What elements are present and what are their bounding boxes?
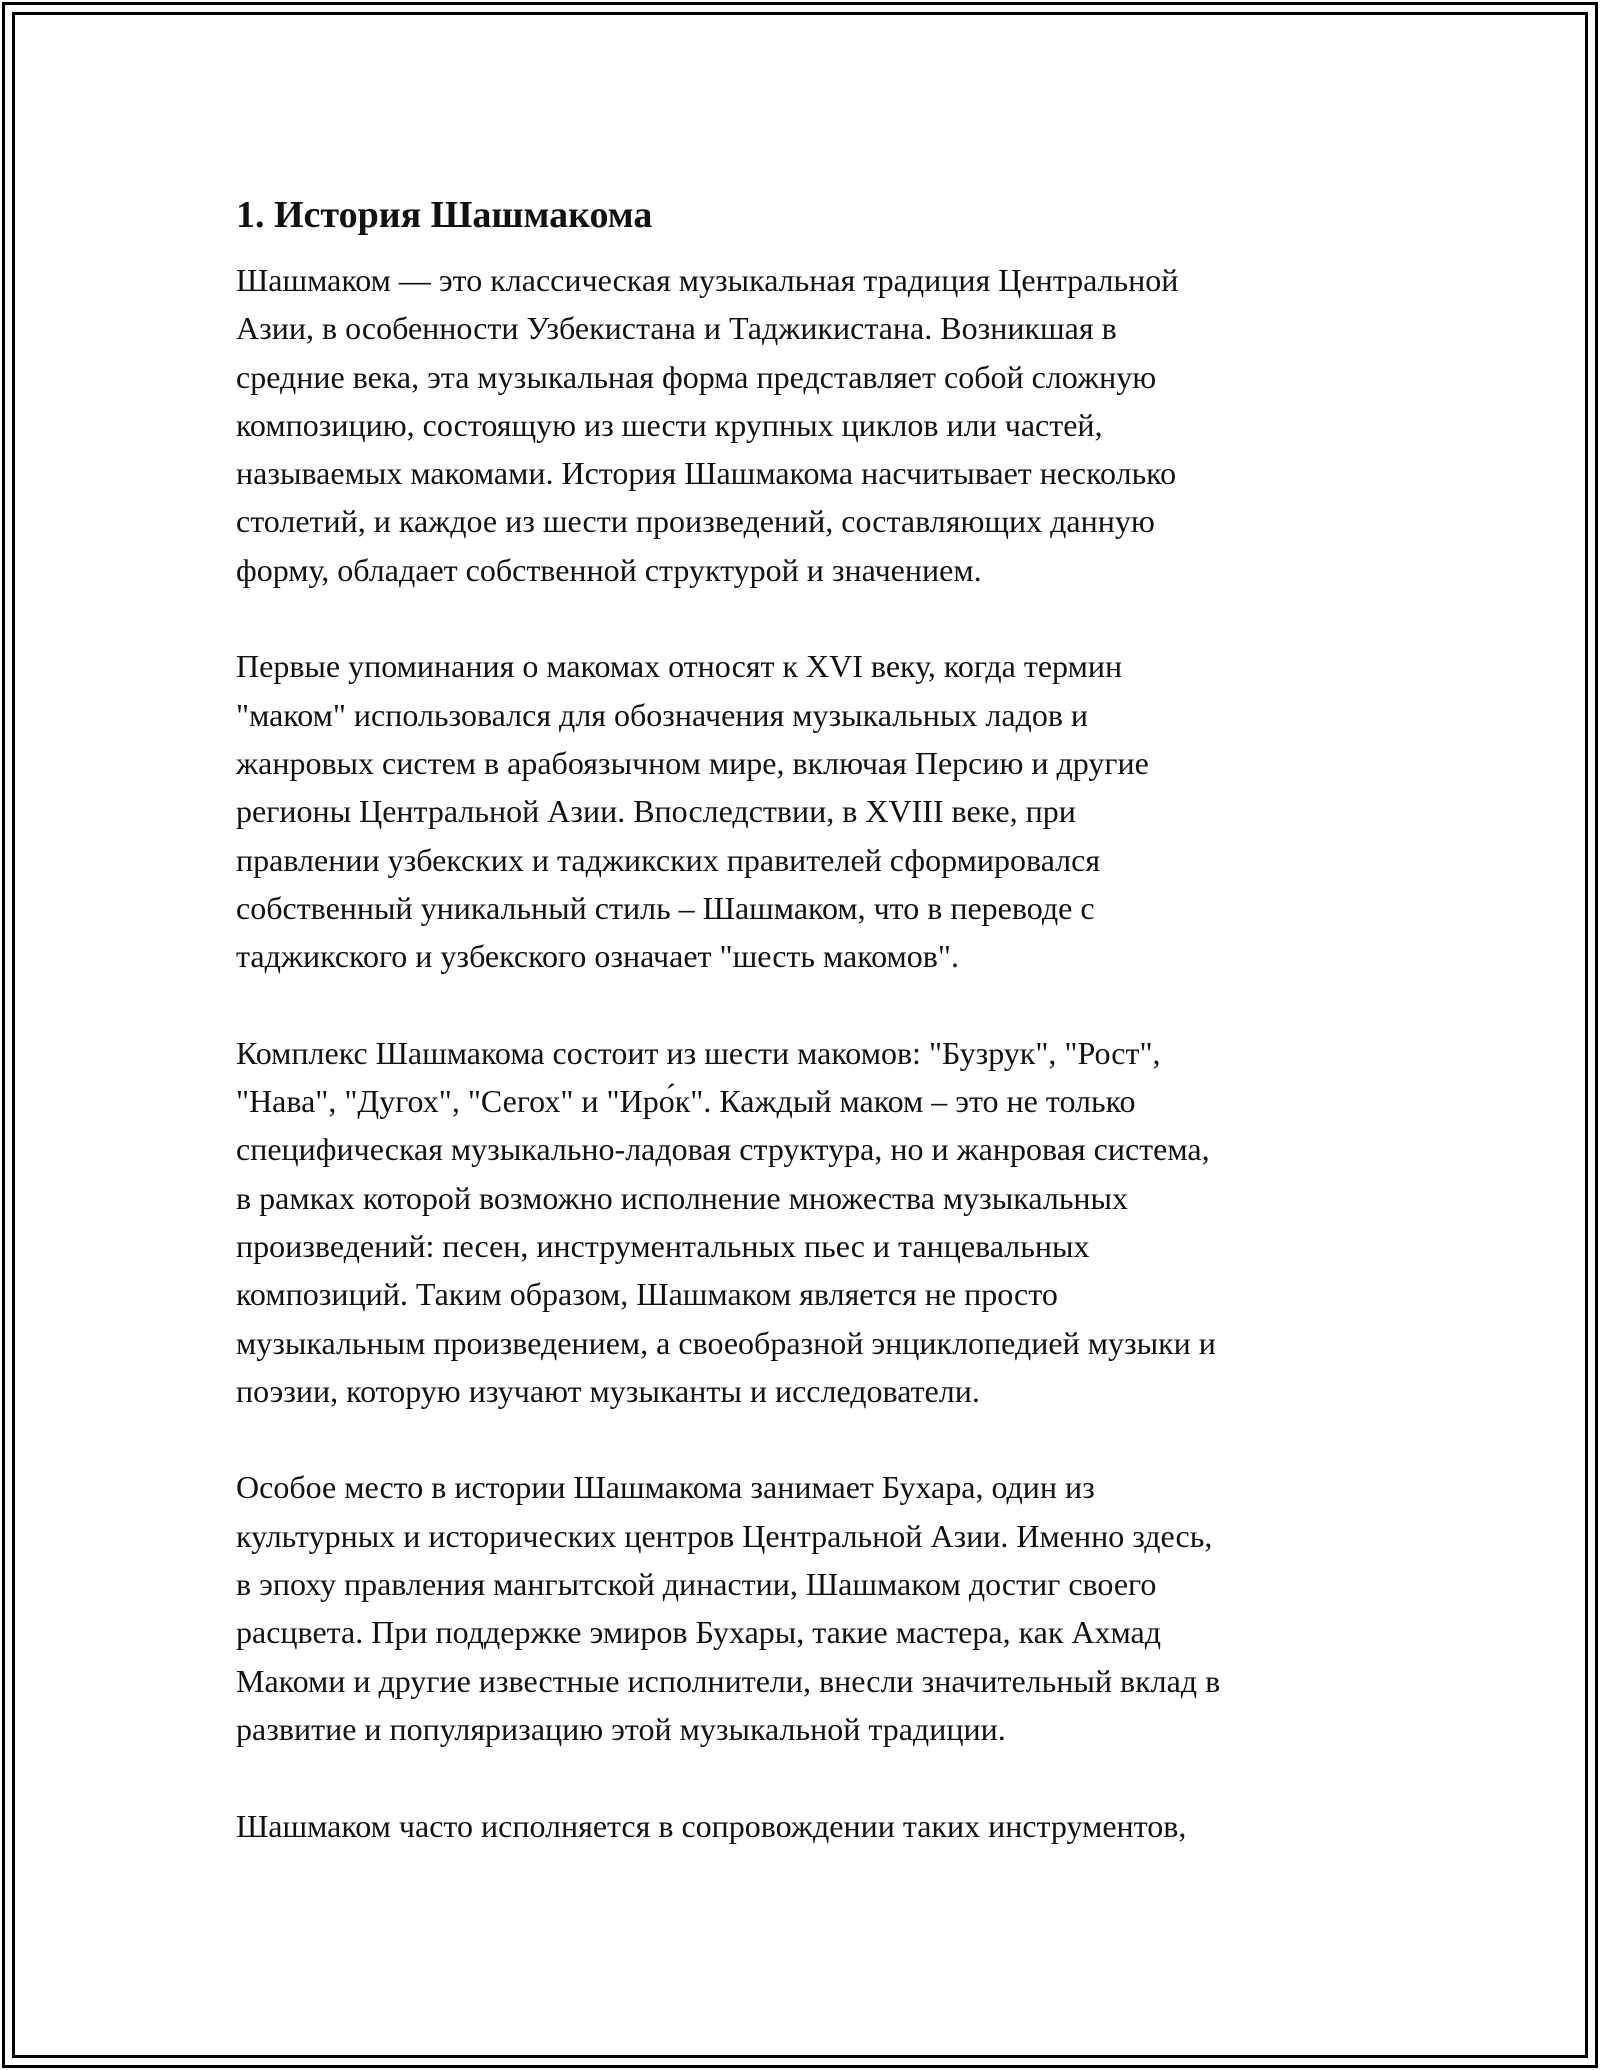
document-body: [236, 180, 1376, 1898]
text-line: "маком" использовался для обозначения музыкальных ладов и: [236, 696, 1089, 733]
text-line: поэзии, которую изучают музыканты и исследователи.: [236, 1372, 980, 1409]
text-line: музыкальным произведением, а своеобразной энциклопедией музыки и: [236, 1324, 1216, 1361]
text-line: специфическая музыкально-ладовая структура, но и жанровая система,: [236, 1131, 1210, 1168]
text-line: Первые упоминания о макомах относят к XVI веку, когда термин: [236, 648, 1123, 685]
paragraph-3: [236, 1029, 1376, 1415]
text-line: регионы Центральной Азии. Впоследствии, в XVIII веке, при: [236, 793, 1076, 830]
text-line: композиций. Таким образом, Шашмаком является не просто: [236, 1276, 1058, 1313]
paragraph-4: [236, 1463, 1376, 1753]
text-line: правлении узбекских и таджикских правителей сформировался: [236, 841, 1101, 878]
text-line: произведений: песен, инструментальных пьес и танцевальных: [236, 1227, 1090, 1264]
text-line: Комплекс Шашмакома состоит из шести макомов: "Бузрук", "Рост",: [236, 1034, 1161, 1071]
text-line: "Нава", "Дугох", "Сегох" и "Иро́к". Каждый маком – это не только: [236, 1083, 1136, 1120]
text-line: в эпоху правления мангытской династии, Шашмаком достиг своего: [236, 1566, 1157, 1603]
section-heading: 1. История Шашмакома: [236, 194, 653, 236]
text-line: в рамках которой возможно исполнение множества музыкальных: [236, 1179, 1129, 1216]
text-line: композицию, состоящую из шести крупных циклов или частей,: [236, 406, 1103, 443]
text-line: столетий, и каждое из шести произведений, составляющих данную: [236, 503, 1155, 540]
paragraph-1: [236, 256, 1376, 594]
text-line: Особое место в истории Шашмакома занимает Бухара, один из: [236, 1469, 1095, 1506]
text-line: Шашмаком — это классическая музыкальная традиция Центральной: [236, 262, 1179, 298]
text-line: расцвета. При поддержке эмиров Бухары, такие мастера, как Ахмад: [236, 1614, 1162, 1651]
text-line: культурных и исторических центров Центральной Азии. Именно здесь,: [236, 1517, 1213, 1554]
text-line: Макоми и другие известные исполнители, внесли значительный вклад в: [236, 1662, 1221, 1699]
text-line: называемых макомами. История Шашмакома насчитывает несколько: [236, 455, 1177, 492]
text-line: развитие и популяризацию этой музыкальной традиции.: [236, 1710, 1006, 1747]
text-line: Шашмаком часто исполняется в сопровождении таких инструментов,: [236, 1807, 1187, 1844]
text-line: форму, обладает собственной структурой и значением.: [236, 551, 982, 588]
text-line: жанровых систем в арабоязычном мире, включая Персию и другие: [236, 744, 1149, 781]
text-line: таджикского и узбекского означает "шесть макомов".: [236, 938, 959, 975]
text-line: Азии, в особенности Узбекистана и Таджикистана. Возникшая в: [236, 310, 1117, 347]
paragraph-2: [236, 642, 1376, 980]
text-line: собственный уникальный стиль – Шашмаком, что в переводе с: [236, 889, 1095, 926]
paragraph-5: [236, 1802, 1376, 1850]
text-line: средние века, эта музыкальная форма представляет собой сложную: [236, 358, 1157, 395]
